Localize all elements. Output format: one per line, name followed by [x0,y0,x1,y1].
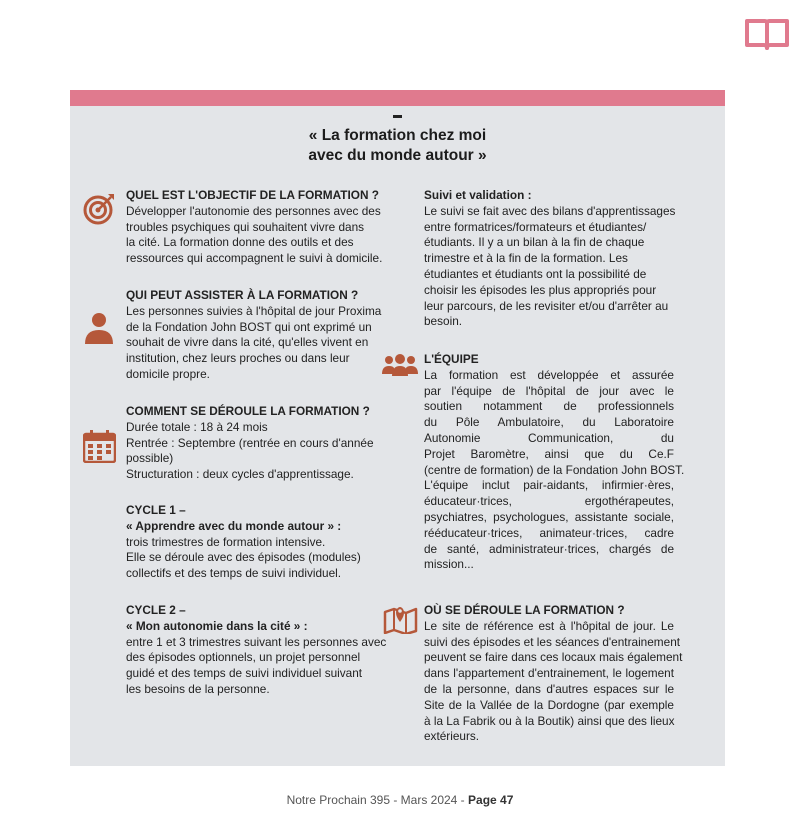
team-line: La formation est développée et assurée [424,367,674,382]
person-icon [84,312,114,344]
target-icon [82,192,116,226]
page-title [70,126,725,166]
team-line: psychiatres, psychologues, assistante sociale, [424,509,674,524]
followup-line: étudiantes et étudiants ont la possibilité de [424,266,647,281]
footer-text: Notre Prochain 395 - Mars 2024 - [286,793,469,807]
cycle2-subtitle: « Mon autonomie dans la cité » : [126,618,308,633]
title-dash [393,115,402,118]
objective-line: ressources qui accompagnent le suivi à domicile. [126,251,383,266]
where-line: Le site de référence est à l'hôpital de jour. Le [424,618,674,633]
objective-heading: QUEL EST L'OBJECTIF DE LA FORMATION ? [126,188,379,202]
how-section [126,404,374,483]
team-line: rééducateur·trices, animateur·trices, cadre [424,525,674,540]
book-icon [744,17,790,51]
followup-line: entre formatrices/formateurs et étudiantes/ [424,219,647,234]
followup-line: Le suivi se fait avec des bilans d'apprentissages [424,203,676,218]
team-heading: L'ÉQUIPE [424,352,479,366]
objective-line: troubles psychiques qui souhaitent vivre dans [126,219,365,234]
team-line: éducateur·trices, ergothérapeutes, [424,494,674,509]
team-line: de santé, administrateur·trices, chargés de [424,541,674,556]
who-line: de la Fondation John BOST qui ont exprimé un [126,319,372,334]
where-line: extérieurs. [424,729,480,744]
followup-line: besoin. [424,314,463,329]
team-line: L'équipe inclut pair-aidants, infirmier·ères, [424,478,674,493]
team-line: du Pôle Ambulatoire, du Laboratoire [424,415,674,430]
team-icon [382,354,418,378]
who-line: souhait de vivre dans la cité, qu'elles vivent en [126,335,369,350]
followup-line: étudiants. Il y a un bilan à la fin de chaque [424,235,645,250]
how-line: possible) [126,451,174,466]
team-line: Projet Baromètre, ainsi que du Ce.F [424,446,674,461]
cycle1-subtitle: « Apprendre avec du monde autour » : [126,518,342,533]
where-heading: OÙ SE DÉROULE LA FORMATION ? [424,603,625,617]
where-section [424,603,683,745]
accent-bar [70,90,725,106]
cycle2-heading: CYCLE 2 – [126,603,186,617]
cycle2-line: entre 1 et 3 trimestres suivant les personnes avec [126,634,387,649]
where-line: Site de la Vallée de la Dordogne (par exemple [424,697,674,712]
how-line: Rentrée : Septembre (rentrée en cours d'année [126,435,374,450]
title-line-2: avec du monde autour » [308,147,487,164]
map-icon [383,604,418,634]
team-line: soutien notamment de professionnels [424,399,674,414]
how-heading: COMMENT SE DÉROULE LA FORMATION ? [126,404,370,418]
how-line: Structuration : deux cycles d'apprentissage. [126,467,354,482]
followup-heading: Suivi et validation : [424,188,532,202]
team-line: (centre de formation) de la Fondation John BOST. [424,462,685,477]
where-line: de la personne, dans d'autres espaces sur le [424,681,674,696]
where-line: dans l'appartement d'entrainement, le logement [424,666,674,681]
who-section [126,288,382,383]
team-section [424,352,685,573]
followup-section [424,188,674,330]
team-line: Autonomie Communication, du [424,430,674,445]
who-line: Les personnes suivies à l'hôpital de jour Proxima [126,303,382,318]
calendar-icon [83,430,116,463]
cycle2-line: guidé et des temps de suivi individuel suivant [126,666,363,681]
who-line: institution, chez leurs proches ou dans leur [126,351,350,366]
cycle2-line: des épisodes optionnels, un projet personnel [126,650,361,665]
info-panel [70,90,725,766]
team-line: mission... [424,557,474,572]
cycle1-line: Elle se déroule avec des épisodes (modules) [126,550,361,565]
page-number: Page 47 [468,793,514,807]
objective-line: la cité. La formation donne des outils et des [126,235,354,250]
who-heading: QUI PEUT ASSISTER À LA FORMATION ? [126,288,359,302]
followup-line: trimestre et à la fin de la formation. Les [424,251,628,266]
where-line: suivi des épisodes et les séances d'entrainement [424,634,681,649]
where-line: peuvent se faire dans ces locaux mais également [424,650,683,665]
who-line: domicile propre. [126,366,210,381]
cycle2-line: les besoins de la personne. [126,681,270,696]
where-line: à la La Fabrik ou à la Boutik) ainsi que des lieux [424,713,675,728]
title-line-1: « La formation chez moi [308,127,487,144]
team-line: par l'équipe de l'hôpital de jour avec le [424,383,674,398]
how-line: Durée totale : 18 à 24 mois [126,419,268,434]
cycle1-line: collectifs et des temps de suivi individuel. [126,566,342,581]
cycle1-section [126,503,371,582]
cycle1-line: trois trimestres de formation intensive. [126,534,326,549]
objective-section [126,188,383,267]
page-footer [0,793,800,807]
objective-line: Développer l'autonomie des personnes avec des [126,203,381,218]
cycle2-section [126,603,387,698]
followup-line: leur parcours, de les revisiter et/ou d'arrêter au [424,298,669,313]
followup-line: choisir les épisodes les plus appropriés pour [424,282,657,297]
cycle1-heading: CYCLE 1 – [126,503,186,517]
